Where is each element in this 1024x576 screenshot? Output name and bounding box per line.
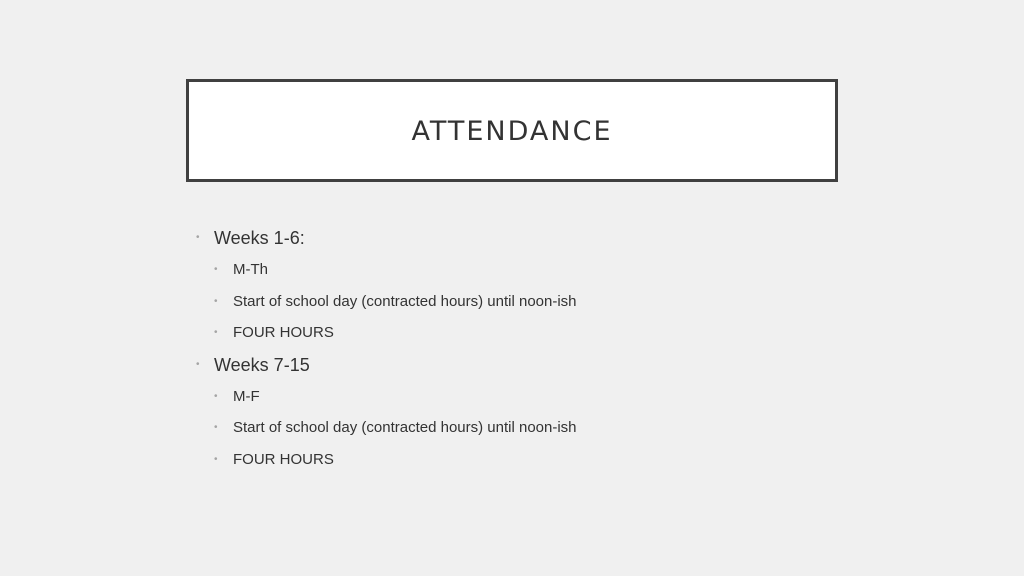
sub-bullet-item (195, 256, 815, 288)
sub-bullet-text: M-F (233, 387, 260, 405)
slide-title: ATTENDANCE (411, 116, 613, 147)
sub-bullet-item (195, 383, 815, 415)
sub-bullet-item (195, 319, 815, 351)
bullet-dot-icon: • (214, 390, 218, 402)
bullet-item-weeks-7-15 (195, 351, 815, 383)
bullet-dot-icon: • (196, 358, 200, 370)
sub-bullet-item (195, 446, 815, 478)
sub-bullet-item (195, 288, 815, 320)
sub-bullet-text: FOUR HOURS (233, 450, 334, 468)
bullet-dot-icon: • (214, 295, 218, 307)
sub-bullet-text: M-Th (233, 261, 268, 278)
sub-bullet-text: Start of school day (contracted hours) until noon-ish (233, 292, 577, 310)
title-box (186, 79, 838, 182)
bullet-text: Weeks 7-15 (214, 354, 310, 375)
sub-bullet-item (195, 414, 815, 446)
bullet-item-weeks-1-6 (195, 224, 815, 256)
bullet-dot-icon: • (214, 264, 218, 275)
bullet-text: Weeks 1-6: (214, 228, 305, 248)
sub-bullet-text: Start of school day (contracted hours) until noon-ish (233, 419, 577, 436)
bullet-dot-icon: • (214, 422, 218, 433)
bullet-list (195, 224, 815, 477)
bullet-dot-icon: • (214, 327, 218, 338)
sub-bullet-text: FOUR HOURS (233, 324, 334, 341)
bullet-dot-icon: • (196, 232, 200, 243)
bullet-dot-icon: • (214, 453, 218, 465)
